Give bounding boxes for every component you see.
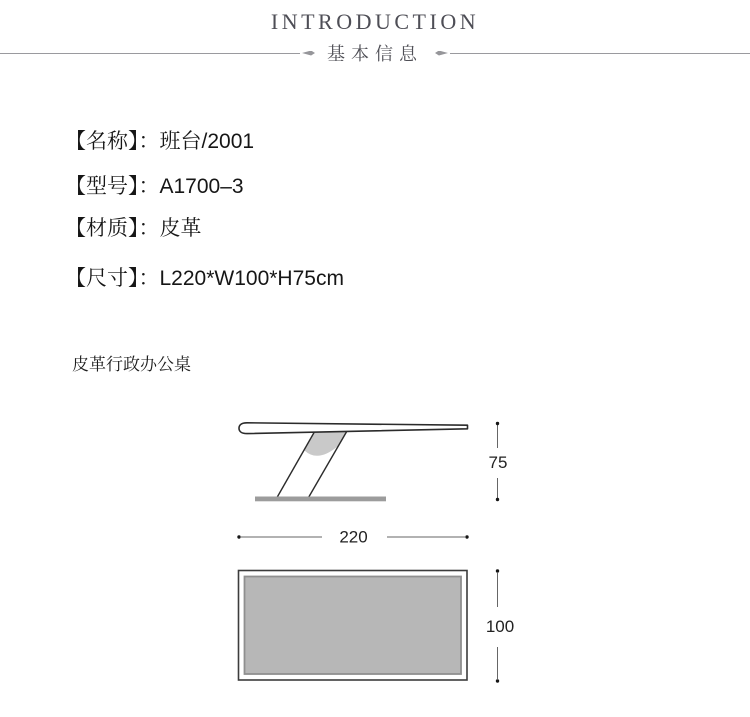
spec-row-size [65,267,344,291]
spec-value: 皮革 [159,217,202,240]
spec-row-name [65,130,254,154]
dim-endpoint-dot [237,535,240,538]
section-divider [0,44,750,62]
spec-value: 班台/2001 [159,130,255,153]
spec-row-material [65,217,202,241]
dimension-diagram [0,400,750,717]
spec-value: L220*W100*H75cm [159,267,344,290]
width-dimension [486,569,514,682]
spec-separator: ： [138,130,160,153]
divider-line-left [0,53,300,54]
spec-row-model [65,175,244,199]
desk-base-plate [255,497,386,502]
product-caption: 皮革行政办公桌 [72,355,191,374]
diamond-arrow-left-icon [435,51,448,56]
spec-value: A1700–3 [159,175,244,198]
page-title: INTRODUCTION [270,9,480,34]
tabletop-top-view-inner [245,577,462,675]
spec-label: 【尺寸】 [65,267,139,290]
spec-label: 【名称】 [65,130,139,153]
spec-separator: ： [138,267,160,290]
length-dimension-label: 220 [339,527,368,547]
width-dimension-label: 100 [485,617,515,636]
spec-separator: ： [138,175,160,198]
spec-label: 【型号】 [65,175,139,198]
desk-leg-front-line [277,430,316,498]
height-dimension-label: 75 [488,453,508,472]
section-subtitle: 基本信息 [327,44,423,64]
dim-endpoint-dot [496,498,499,501]
dim-endpoint-dot [496,569,499,572]
desk-tabletop-side-view [239,423,468,434]
spec-label: 【材质】 [65,217,139,240]
divider-line-right [450,53,750,54]
length-dimension [237,528,468,547]
dim-endpoint-dot [465,535,468,538]
height-dimension [489,422,508,501]
dim-endpoint-dot [496,679,499,682]
dim-endpoint-dot [496,422,499,425]
diamond-arrow-right-icon [302,51,315,56]
spec-separator: ： [138,217,160,240]
